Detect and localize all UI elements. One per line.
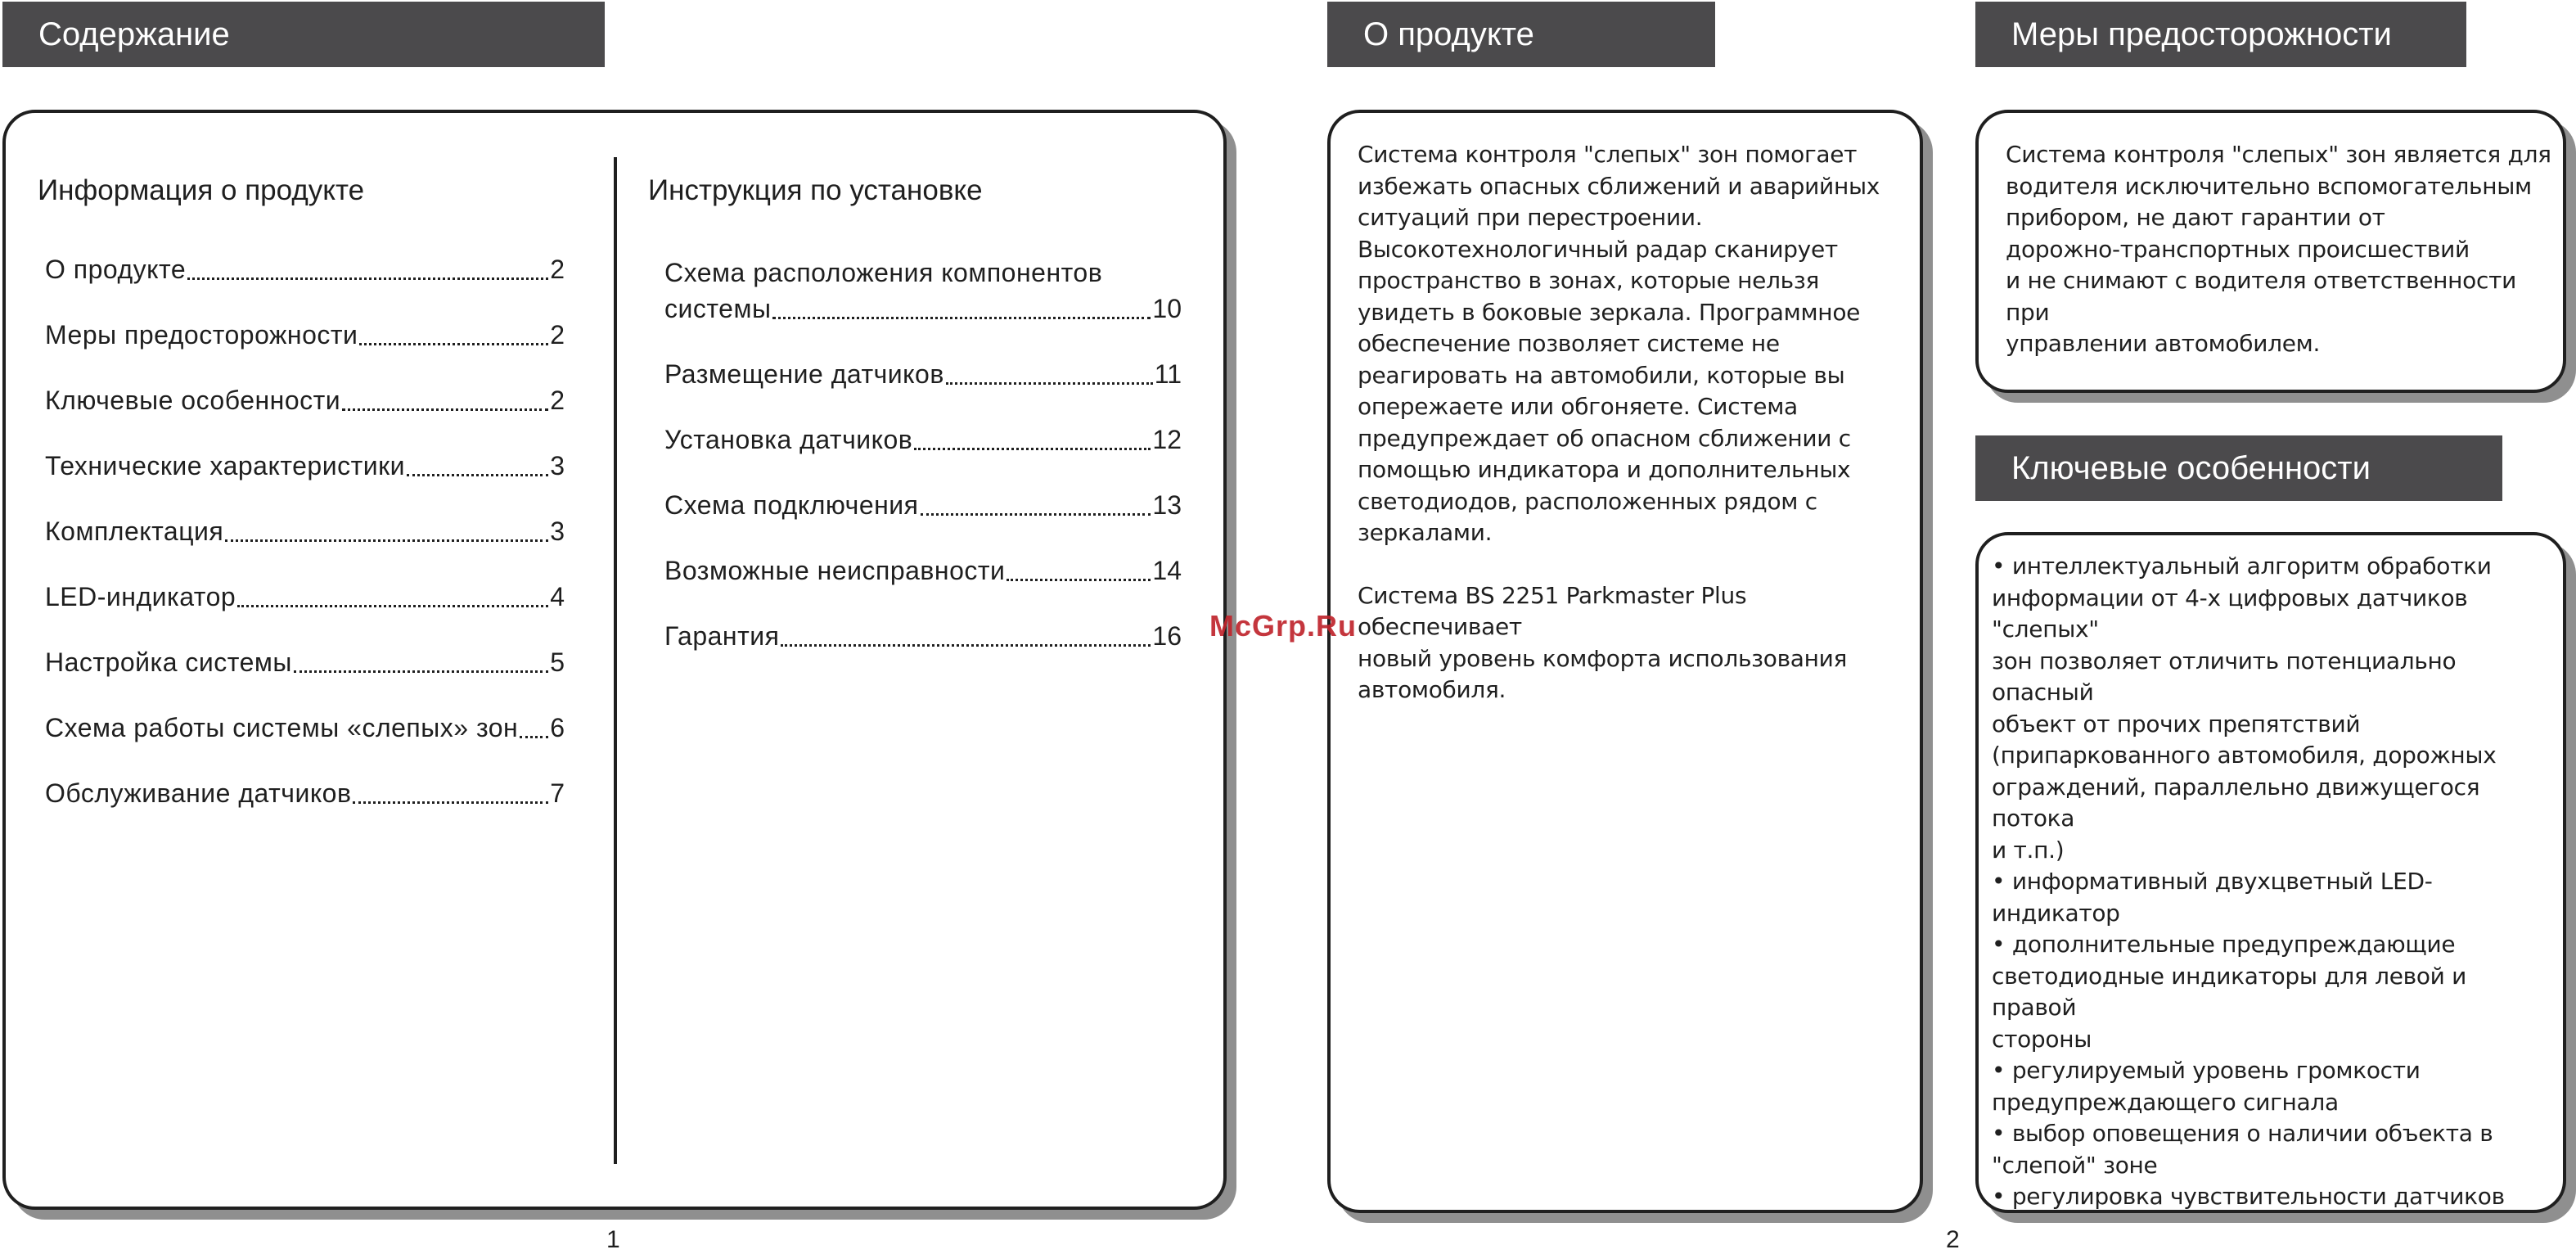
toc-entry-precautions[interactable] — [45, 285, 565, 350]
about-line: ситуаций при перестроении. — [1358, 204, 1703, 231]
toc-leader-dots — [342, 408, 548, 411]
left-toc — [45, 219, 565, 809]
toc-entry-label: Ключевые особенности — [45, 386, 341, 415]
left-section-title: Информация о продукте — [38, 174, 365, 206]
toc-leader-dots — [407, 474, 548, 476]
precautions-line: Система контроля "слепых" зон является для — [2006, 141, 2551, 168]
toc-leader-dots — [237, 605, 548, 607]
toc-entry-wiring[interactable] — [664, 455, 1182, 521]
feature-line: стороны — [1992, 1025, 2092, 1053]
toc-leader-dots — [294, 670, 548, 673]
feature-line: "слепой" зоне — [1992, 1151, 2158, 1179]
right-toc — [664, 252, 1182, 652]
about-line: опережаете или обгоняете. Система — [1358, 393, 1798, 420]
feature-line: информации от 4-х цифровых датчиков "слепых" — [1992, 584, 2468, 643]
toc-entry-components[interactable] — [664, 252, 1182, 324]
about-header-title: О продукте — [1363, 16, 1534, 52]
features-text — [1992, 551, 2556, 1213]
toc-entry-label: Размещение датчиков — [664, 359, 944, 389]
about-line: Система BS 2251 Parkmaster Plus обеспечивает — [1358, 581, 1747, 640]
contents-header — [2, 2, 605, 67]
toc-entry-key-features[interactable] — [45, 350, 565, 416]
toc-entry-page: 7 — [550, 778, 565, 808]
about-line: светодиодов, расположенных рядом с — [1358, 487, 1817, 515]
toc-leader-dots — [781, 644, 1151, 647]
feature-line: предупреждающего сигнала — [1992, 1088, 2339, 1116]
feature-line: (припаркованного автомобиля, дорожных — [1992, 742, 2497, 769]
about-line: Система контроля "слепых" зон помогает — [1358, 141, 1858, 168]
toc-entry-led[interactable] — [45, 547, 565, 612]
toc-entry-scheme[interactable] — [45, 678, 565, 743]
toc-leader-dots — [225, 539, 548, 542]
toc-entry-label: Комплектация — [45, 516, 224, 546]
toc-entry-page: 3 — [550, 451, 565, 480]
about-line: увидеть в боковые зеркала. Программное — [1358, 298, 1861, 326]
feature-line: • регулируемый уровень громкости — [1992, 1057, 2421, 1084]
toc-leader-dots — [1007, 579, 1151, 581]
feature-line: • выбор оповещения о наличии объекта в — [1992, 1120, 2493, 1147]
toc-entry-page: 16 — [1152, 621, 1182, 651]
page-number-2: 2 — [1946, 1226, 1960, 1253]
toc-entry-page: 2 — [550, 320, 565, 350]
about-line: автомобиля. — [1358, 676, 1506, 703]
feature-line: ограждений, параллельно движущегося потока — [1992, 773, 2480, 832]
toc-leader-dots — [921, 513, 1151, 516]
features-header-title: Ключевые особенности — [2011, 450, 2371, 486]
watermark: McGrp.Ru — [1209, 609, 1358, 643]
precautions-line: водителя исключительно вспомогательным — [2006, 172, 2532, 200]
toc-entry-sensor-placement[interactable] — [664, 324, 1182, 390]
toc-entry-label: Гарантия — [664, 621, 780, 651]
toc-entry-package[interactable] — [45, 481, 565, 547]
about-line: помощью индикатора и дополнительных — [1358, 456, 1851, 483]
toc-entry-page: 2 — [550, 386, 565, 415]
feature-line: зон позволяет отличить потенциально опасный — [1992, 647, 2457, 706]
feature-line: • интеллектуальный алгоритм обработки — [1992, 553, 2492, 580]
about-line: предупреждает об опасном сближении с — [1358, 424, 1851, 452]
toc-entry-label: Установка датчиков — [664, 425, 913, 454]
toc-entry-label: Схема работы системы «слепых» зон — [45, 713, 519, 742]
toc-entry-warranty[interactable] — [664, 586, 1182, 652]
page-number-1: 1 — [606, 1226, 620, 1253]
toc-entry-page: 11 — [1154, 359, 1182, 389]
toc-entry-page: 12 — [1152, 425, 1182, 454]
toc-leader-dots — [187, 277, 548, 280]
toc-entry-page: 3 — [550, 516, 565, 546]
toc-entry-label: Технические характеристики — [45, 451, 405, 480]
features-header — [1975, 435, 2502, 501]
precautions-line: дорожно-транспортных происшествий — [2006, 235, 2470, 263]
feature-line: • регулировка чувствительности датчиков — [1992, 1183, 2505, 1210]
about-line: обеспечение позволяет системе не — [1358, 330, 1780, 357]
toc-entry-label: О продукте — [45, 255, 187, 284]
precautions-text — [2006, 139, 2554, 360]
toc-leader-dots — [520, 736, 548, 738]
about-line: реагировать на автомобили, которые вы — [1358, 361, 1845, 389]
about-line: новый уровень комфорта использования — [1358, 644, 1848, 672]
toc-entry-page: 5 — [550, 647, 565, 677]
precautions-header-title: Меры предосторожности — [2011, 16, 2392, 52]
toc-entry-maintenance[interactable] — [45, 743, 565, 809]
contents-header-title: Содержание — [38, 16, 230, 52]
toc-entry-label: Схема расположения компонентов — [664, 258, 1103, 287]
toc-entry-page: 2 — [550, 255, 565, 284]
toc-entry-label: Возможные неисправности — [664, 556, 1006, 585]
toc-entry-setup[interactable] — [45, 612, 565, 678]
feature-line: • дополнительные предупреждающие — [1992, 931, 2456, 958]
about-text — [1358, 139, 1898, 706]
about-line: избежать опасных сближений и аварийных — [1358, 172, 1880, 200]
feature-line: • информативный двухцветный LED-индикатор — [1992, 868, 2433, 927]
about-line: зеркалами. — [1358, 519, 1493, 546]
toc-entry-label: LED-индикатор — [45, 582, 236, 611]
toc-entry-troubleshooting[interactable] — [664, 521, 1182, 586]
toc-entry-page: 13 — [1152, 490, 1182, 520]
feature-line: и т.п.) — [1992, 836, 2065, 864]
about-paragraph-1 — [1358, 139, 1898, 549]
precautions-line: прибором, не дают гарантии от — [2006, 204, 2385, 231]
toc-entry-page: 10 — [1152, 294, 1182, 323]
precautions-header — [1975, 2, 2466, 67]
toc-entry-label: Меры предосторожности — [45, 320, 358, 350]
toc-entry-page: 14 — [1152, 556, 1182, 585]
contents-divider — [614, 157, 617, 1164]
precautions-line: и не снимают с водителя ответственности при — [2006, 267, 2517, 326]
feature-line: объект от прочих препятствий — [1992, 710, 2361, 738]
toc-leader-dots — [914, 448, 1151, 450]
about-paragraph-2 — [1358, 580, 1898, 706]
toc-entry-about[interactable] — [45, 219, 565, 285]
toc-entry-specs[interactable] — [45, 416, 565, 481]
toc-entry-page: 6 — [550, 713, 565, 742]
toc-entry-label: системы — [664, 294, 772, 323]
about-line: Высокотехнологичный радар сканирует — [1358, 235, 1838, 263]
about-line: пространство в зонах, которые нельзя — [1358, 267, 1820, 294]
toc-entry-label: Схема подключения — [664, 490, 919, 520]
precautions-line: управлении автомобилем. — [2006, 330, 2321, 357]
feature-line: светодиодные индикаторы для левой и правой — [1992, 962, 2467, 1021]
toc-entry-page: 4 — [550, 582, 565, 611]
about-header — [1327, 2, 1715, 67]
toc-entry-label: Обслуживание датчиков — [45, 778, 352, 808]
right-section-title: Инструкция по установке — [648, 174, 983, 206]
toc-leader-dots — [772, 317, 1151, 319]
toc-leader-dots — [353, 801, 548, 804]
toc-entry-sensor-install[interactable] — [664, 390, 1182, 455]
toc-leader-dots — [946, 382, 1153, 385]
toc-entry-label: Настройка системы — [45, 647, 292, 677]
toc-leader-dots — [359, 343, 548, 345]
